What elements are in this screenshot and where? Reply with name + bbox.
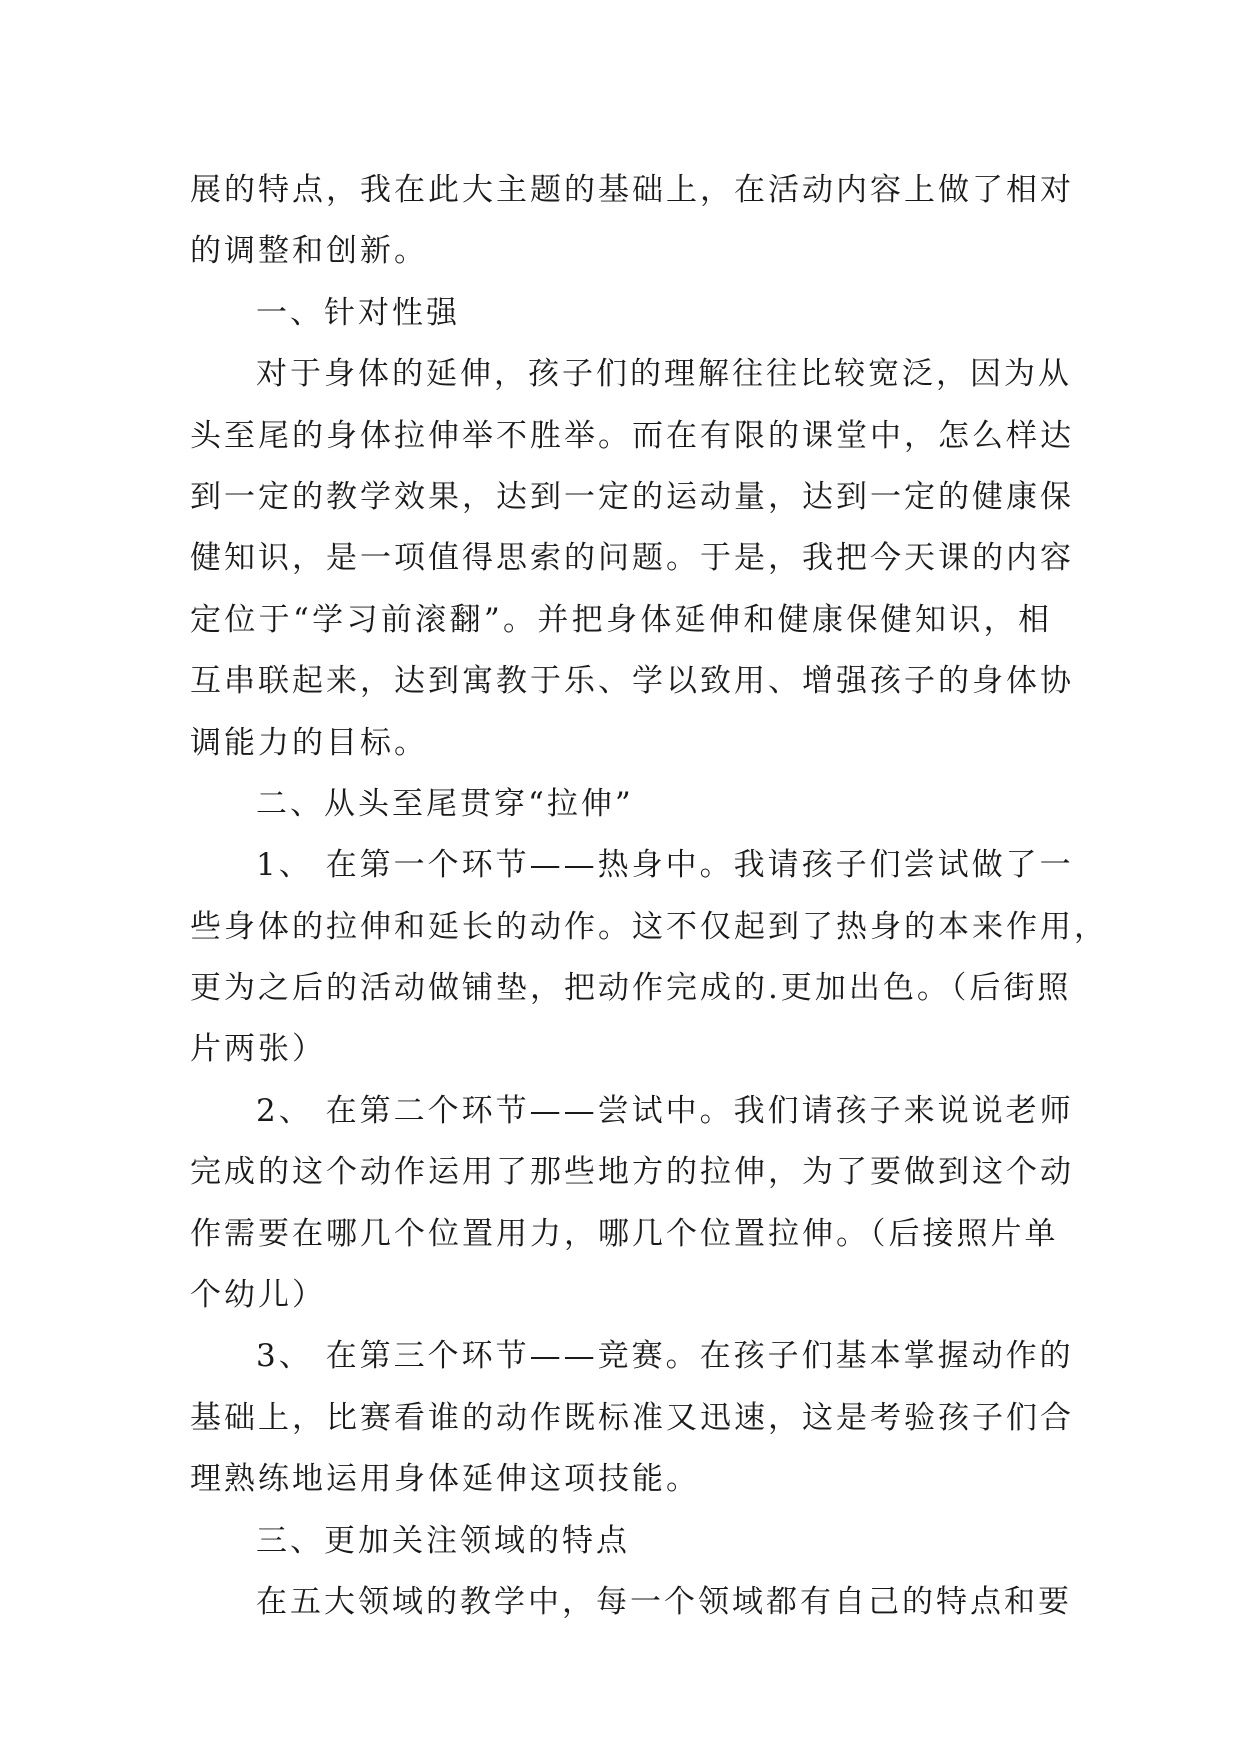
- text-line: 的调整和创新。: [190, 233, 428, 270]
- text-line: 三、更加关注领域的特点: [256, 1522, 630, 1559]
- text-line: 完成的这个动作运用了那些地方的拉伸，为了要做到这个动: [190, 1154, 1074, 1191]
- text-line: 互串联起来，达到寓教于乐、学以致用、增强孩子的身体协: [190, 663, 1074, 700]
- text-line: 在五大领域的教学中，每一个领域都有自己的特点和要: [256, 1583, 1072, 1620]
- text-line: 对于身体的延伸，孩子们的理解往往比较宽泛，因为从: [256, 356, 1072, 393]
- text-line: 片两张）: [190, 1031, 326, 1068]
- text-line: 一、针对性强: [256, 294, 460, 331]
- text-line: 到一定的教学效果，达到一定的运动量，达到一定的健康保: [190, 478, 1074, 515]
- text-line: 定位于“学习前滚翻”。并把身体延伸和健康保健知识，相: [190, 601, 1052, 638]
- text-line: 健知识，是一项值得思索的问题。于是，我把今天课的内容: [190, 540, 1074, 577]
- text-line: 2、 在第二个环节——尝试中。我们请孩子来说说老师: [256, 1092, 1074, 1129]
- text-line: 些身体的拉伸和延长的动作。这不仅起到了热身的本来作用，: [190, 908, 1108, 945]
- text-line: 二、从头至尾贯穿“拉伸”: [256, 785, 634, 822]
- text-line: 1、 在第一个环节——热身中。我请孩子们尝试做了一: [256, 847, 1074, 884]
- text-line: 调能力的目标。: [190, 724, 428, 761]
- text-line: 个幼儿）: [190, 1277, 326, 1314]
- text-line: 理熟练地运用身体延伸这项技能。: [190, 1461, 700, 1498]
- document-body: [190, 160, 1108, 1633]
- text-line: 更为之后的活动做铺垫，把动作完成的.更加出色。（后街照: [190, 970, 1072, 1007]
- text-line: 作需要在哪几个位置用力，哪几个位置拉伸。（后接照片单: [190, 1215, 1059, 1252]
- text-line: 3、 在第三个环节——竞赛。在孩子们基本掌握动作的: [256, 1338, 1074, 1375]
- text-line: 展的特点，我在此大主题的基础上，在活动内容上做了相对: [190, 172, 1074, 208]
- text-line: 基础上，比赛看谁的动作既标准又迅速，这是考验孩子们合: [190, 1399, 1074, 1436]
- text-line: 头至尾的身体拉伸举不胜举。而在有限的课堂中，怎么样达: [190, 417, 1074, 454]
